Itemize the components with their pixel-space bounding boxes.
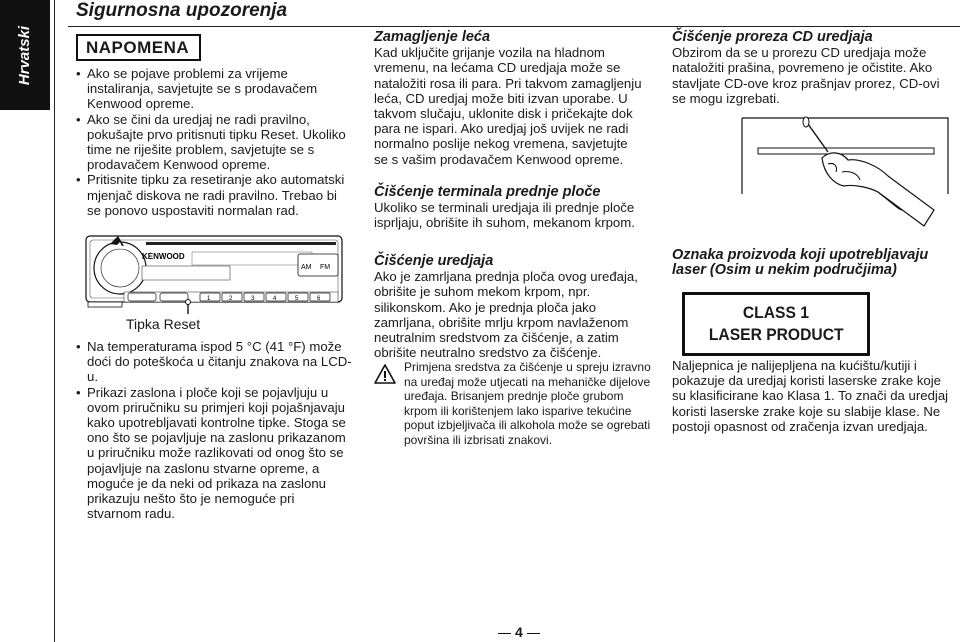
- left-notes-2: [76, 339, 352, 521]
- warning-icon: [374, 364, 396, 384]
- reset-button-caption: Tipka Reset: [126, 316, 201, 332]
- preset-4: 4: [273, 296, 277, 302]
- terminal-heading: Čišćenje terminala prednje ploče: [374, 183, 601, 200]
- middle-column: [374, 30, 644, 230]
- cleaning-section: [374, 254, 646, 360]
- fm-label: FM: [320, 264, 331, 271]
- laser-marking-section: [672, 248, 954, 278]
- preset-1: 1: [207, 296, 211, 302]
- language-label: Hrvatski: [16, 25, 34, 85]
- note-bullet: • Pritisnite tipku za resetiranje ako automatski mjenjač diskova ne radi pravilno. Trebao bi se ponovo uspostaviti normalan rad.: [76, 172, 348, 218]
- language-side-tab: [0, 0, 50, 110]
- laser-line-2: LASER PRODUCT: [708, 325, 844, 344]
- label-text: Naljepnica je nalijepljena na kućištu/kutiji i pokazuje da uredjaj koristi laserske zrake koje su klasificirane kao Klasa 1. To znači da uredjaj koristi laserske zrake koje su slabije klase. Ne postoji opasnost od zračenja izvan uredjaja.: [672, 358, 949, 434]
- fog-text: Kad uključite grijanje vozila na hladnom vremenu, na lećama CD uredjaja može se nataložiti rosa ili para. Pri takvom zamagljenju leća, CD uredjaj može biti izvan uporabe. U takvom slučaju, uklonite disk i pričekajte dok para ne ispari. Ako uredjaj još uvijek ne radi normalno poslije nekog vremena, savjetujte se s vašim prodavačem Kenwood opreme.: [374, 45, 642, 167]
- brand-label: KENWOOD: [142, 252, 185, 261]
- class1-laser-label: [682, 292, 870, 356]
- laser-line-1: CLASS 1: [742, 303, 810, 322]
- fog-heading: Zamagljenje leća: [374, 29, 491, 45]
- right-column: [672, 30, 954, 106]
- slot-heading: Čišćenje proreza CD uredjaja: [672, 29, 873, 45]
- vertical-divider: [54, 0, 55, 642]
- cd-slot-cleaning-illustration: [738, 114, 952, 234]
- note-heading: NAPOMENA: [76, 34, 201, 61]
- preset-6: 6: [317, 296, 321, 302]
- terminal-text: Ukoliko se terminali uredjaja ili prednje ploče isprljaju, obrišite ih suhom, mekanom krpom.: [374, 200, 635, 231]
- cleaning-heading: Čišćenje uredjaja: [374, 253, 494, 269]
- cleaning-text: Ako je zamrljana prednja ploča ovog uređaja, obrišite je suhom mekom krpom, npr. silikonskom. Ako je prednja ploča jako zamrljana, obrišite mrlju krpom navlaženom neutralnim sredstvom za čišćenje, a zatim obrišite neutralno sredstvo za čišćenje.: [374, 269, 638, 361]
- note-bullet: • Ako se pojave problemi za vrijeme instaliranja, savjetujte se s prodavačem Kenwood opreme.: [76, 66, 348, 112]
- page-number: 4: [494, 624, 544, 640]
- preset-3: 3: [251, 296, 255, 302]
- note-bullet: • Na temperaturama ispod 5 °C (41 °F) može doći do poteškoća u čitanju znakova na LCD-u.: [76, 339, 352, 385]
- preset-5: 5: [295, 296, 299, 302]
- am-label: AM: [301, 264, 312, 271]
- page-title: Sigurnosna upozorenja: [76, 0, 288, 21]
- note-bullet: • Prikazi zaslona i ploče koji se pojavljuju u ovom priručniku su primjeri koji pojašnjavaju kako upotrebljavati kontrolne tipke. Stoga se ono što se pojavljuje na zaslonu prikazanom u priručniku može razlikovati od onog što se pojavljuje na zaslonu stvarne opreme, a moguće je da neki od prikaza na zaslonu prikazuju nešto što je nemoguće pri stvarnom radu.: [76, 385, 352, 522]
- label-description: [672, 358, 954, 434]
- left-notes: [76, 66, 348, 218]
- title-rule: [68, 26, 960, 27]
- caution-text: Primjena sredstva za čišćenje u spreju izravno na uređaj može utjecati na mehaničke dijelove uređaja. Brisanjem prednje ploče grubom krpom ili korištenjem lako isparive tekućine poput izbjeljivača ili alkohola može se ogrebati površina ili izbrisati znakovi.: [404, 360, 651, 447]
- slot-text: Obzirom da se u prorezu CD uredjaja može nataložiti prašina, povremeno je očistite. Ako stavljate CD-ove kroz prašnjav prorez, CD-ovi se mogu izgrebati.: [672, 45, 940, 106]
- marking-heading: Oznaka proizvoda koji upotrebljavaju laser (Osim u nekim područjima): [672, 247, 929, 279]
- car-stereo-illustration: [84, 232, 346, 314]
- preset-2: 2: [229, 296, 233, 302]
- note-bullet: • Ako se čini da uredjaj ne radi pravilno, pokušajte prvo pritisnuti tipku Reset. Ukoliko time ne riješite problem, savjetujte se s prodavačem Kenwood opreme.: [76, 112, 348, 173]
